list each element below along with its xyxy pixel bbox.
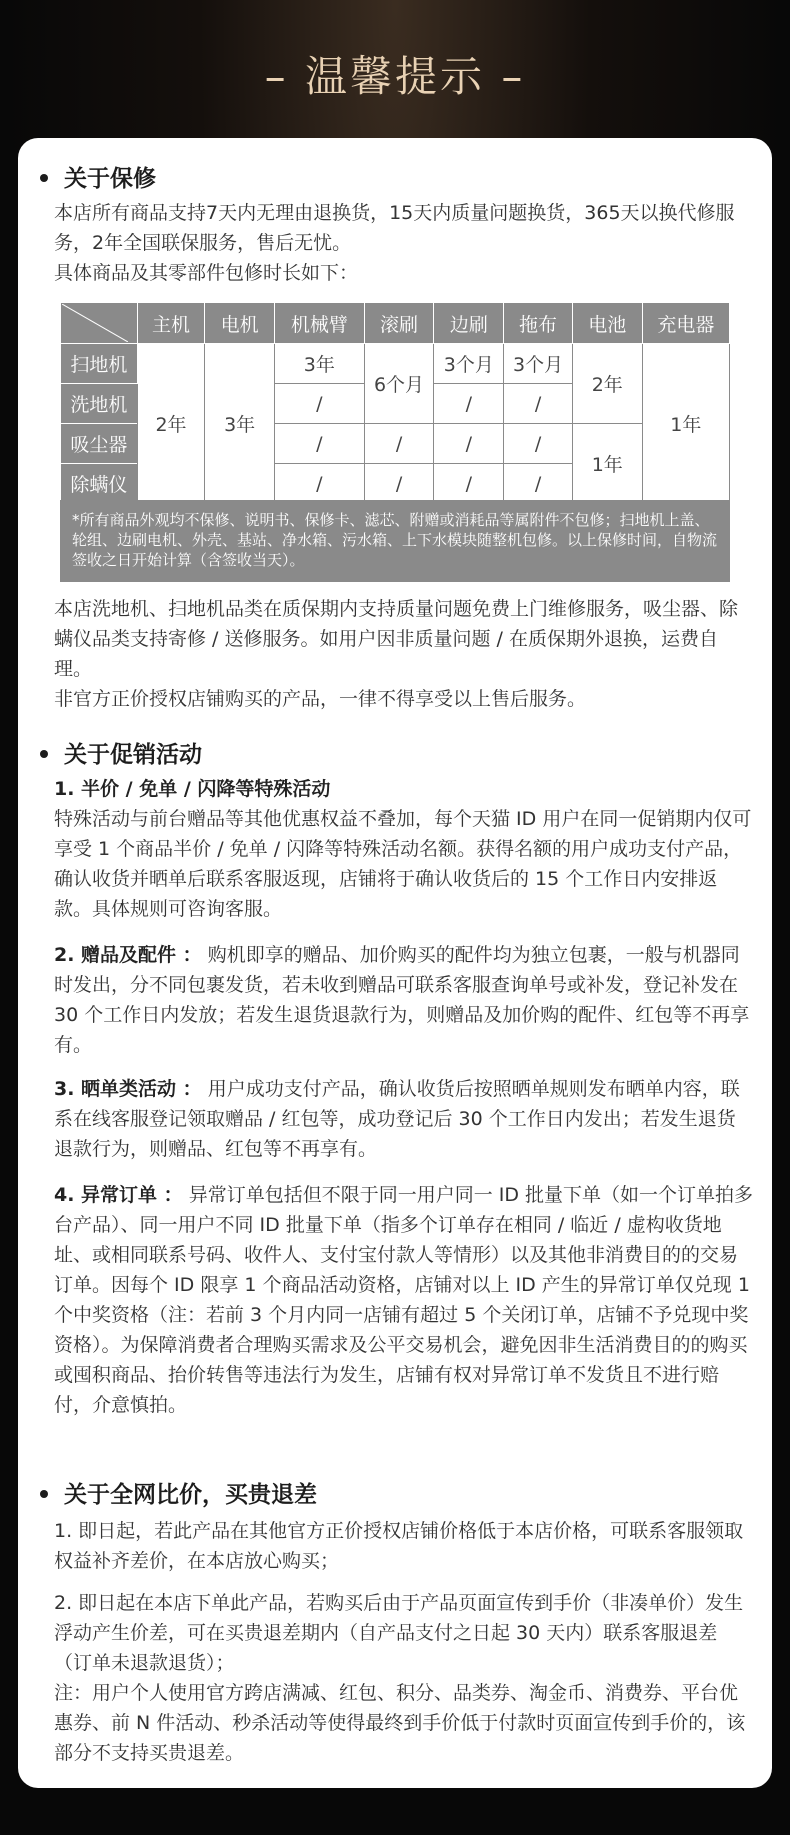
table-cell: 3年 — [275, 344, 365, 384]
col-header: 电机 — [205, 303, 275, 344]
price-item-2: 2. 即日起在本店下单此产品，若购买后由于产品页面宣传到手价（非凑单价）发生浮动产生价差，可在买贵退差期内（自产品支付之日起 30 天内）联系客服退差（订单未退款退货）； 注：用户个人使用官方跨店满减、红包、积分、品类券、淘金币、消费券、平台优惠券、前 N 件活动、秒杀活动等使得最终到手价低于付款时页面宣传到手价的，该部分不支持买贵退差。 — [54, 1592, 746, 1764]
col-header: 拖布 — [504, 303, 573, 344]
table-cell: / — [275, 384, 365, 424]
table-cell: / — [504, 464, 573, 504]
table-cell: 2年 — [572, 344, 642, 424]
table-cell: / — [434, 384, 504, 424]
table-cell: / — [364, 424, 434, 464]
col-header: 机械臂 — [275, 303, 365, 344]
table-cell: 2年 — [137, 344, 204, 504]
table-cell: 6个月 — [364, 344, 434, 424]
table-note: *所有商品外观均不保修、说明书、保修卡、滤芯、附赠或消耗品等属附件不包修；扫地机上盖、轮组、边刷电机、外壳、基站、净水箱、污水箱、上下水模块随整机包修。以上保修时间，自物流签收之日开始计算（含签收当天）。 — [60, 500, 730, 582]
section-heading-warranty: 关于保修 — [40, 160, 156, 193]
promo-item-2 — [54, 940, 754, 1060]
warranty-table — [60, 302, 730, 504]
promo-item-1-title: 1. 半价 / 免单 / 闪降等特殊活动 — [54, 778, 331, 800]
table-cell: 3年 — [205, 344, 275, 504]
table-cell: 3个月 — [434, 344, 504, 384]
promo-item-2-title: 2. 赠品及配件 ： — [54, 944, 202, 966]
warranty-service: 本店洗地机、扫地机品类在质保期内支持质量问题免费上门维修服务，吸尘器、除螨仪品类支持寄修 / 送修服务。如用户因非质量问题 / 在质保期外退换，运费自理。 非官方正价授权店铺购买的产品，一律不得享受以上售后服务。 — [54, 598, 739, 710]
page-title: – 温馨提示 – — [264, 52, 526, 101]
row-header: 除螨仪 — [61, 464, 138, 504]
table-cell: / — [504, 384, 573, 424]
promo-item-2-body: 购机即享的赠品、加价购买的配件均为独立包裹，一般与机器同时发出，分不同包裹发货，若未收到赠品可联系客服查询单号或补发，登记补发在 30 个工作日内发放；若发生退货退款行为，则赠品及加价购的配件、红包等不再享有。 — [54, 944, 750, 1056]
table-cell: 3个月 — [504, 344, 573, 384]
notice-card — [18, 138, 772, 1788]
table-corner — [61, 303, 138, 344]
table-cell: 1年 — [642, 344, 729, 504]
bullet-icon — [40, 174, 48, 182]
table-cell: / — [275, 424, 365, 464]
row-header: 洗地机 — [61, 384, 138, 424]
warranty-intro: 本店所有商品支持7天内无理由退换货，15天内质量问题换货，365天以换代修服务，2年全国联保服务，售后无忧。 具体商品及其零部件包修时长如下： — [54, 202, 735, 284]
promo-item-1 — [54, 774, 754, 924]
table-cell: / — [504, 424, 573, 464]
promo-item-3-body: 用户成功支付产品，确认收货后按照晒单规则发布晒单内容，联系在线客服登记领取赠品 / 红包等，成功登记后 30 个工作日内发出；若发生退货退款行为，则赠品、红包等不再享有。 — [54, 1078, 740, 1160]
table-cell: / — [275, 464, 365, 504]
table-cell: / — [364, 464, 434, 504]
col-header: 滚刷 — [364, 303, 434, 344]
row-header: 扫地机 — [61, 344, 138, 384]
col-header: 电池 — [572, 303, 642, 344]
col-header: 边刷 — [434, 303, 504, 344]
promo-item-4-body: 异常订单包括但不限于同一用户同一 ID 批量下单（如一个订单拍多台产品）、同一用户不同 ID 批量下单（指多个订单存在相同 / 临近 / 虚构收货地址、或相同联系号码、收件人、支付宝付款人等情形）以及其他非消费目的的交易订单。因每个 ID 限享 1 个商品活动资格，店铺对以上 ID 产生的异常订单仅兑现 1 个中奖资格（注：若前 3 个月内同一店铺有超过 5 个关闭订单，店铺不予兑现中奖资格）。为保障消费者合理购买需求及公平交易机会，避免因非生活消费目的的购买或囤积商品、抬价转售等违法行为发生，店铺有权对异常订单不发货且不进行赔付，介意慎拍。 — [54, 1184, 754, 1416]
promo-item-3-title: 3. 晒单类活动 ： — [54, 1078, 202, 1100]
price-item-1: 1. 即日起，若此产品在其他官方正价授权店铺价格低于本店价格，可联系客服领取权益补齐差价，在本店放心购买； — [54, 1520, 744, 1572]
section-heading-price: 关于全网比价，买贵退差 — [40, 1476, 317, 1509]
bullet-icon — [40, 750, 48, 758]
promo-item-4-title: 4. 异常订单 ： — [54, 1184, 183, 1206]
table-cell: / — [434, 464, 504, 504]
promo-item-1-body: 特殊活动与前台赠品等其他优惠权益不叠加，每个天猫 ID 用户在同一促销期内仅可享受 1 个商品半价 / 免单 / 闪降等特殊活动名额。获得名额的用户成功支付产品，确认收货并晒单后联系客服返现，店铺将于确认收货后的 15 个工作日内安排返款。具体规则可咨询客服。 — [54, 808, 752, 920]
row-header: 吸尘器 — [61, 424, 138, 464]
section-heading-promotion: 关于促销活动 — [40, 736, 202, 769]
table-cell: / — [434, 424, 504, 464]
bullet-icon — [40, 1490, 48, 1498]
col-header: 主机 — [137, 303, 204, 344]
table-cell: 1年 — [572, 424, 642, 504]
promo-item-3 — [54, 1074, 754, 1164]
promo-item-4 — [54, 1180, 754, 1420]
col-header: 充电器 — [642, 303, 729, 344]
diagonal-line-icon — [62, 304, 128, 342]
